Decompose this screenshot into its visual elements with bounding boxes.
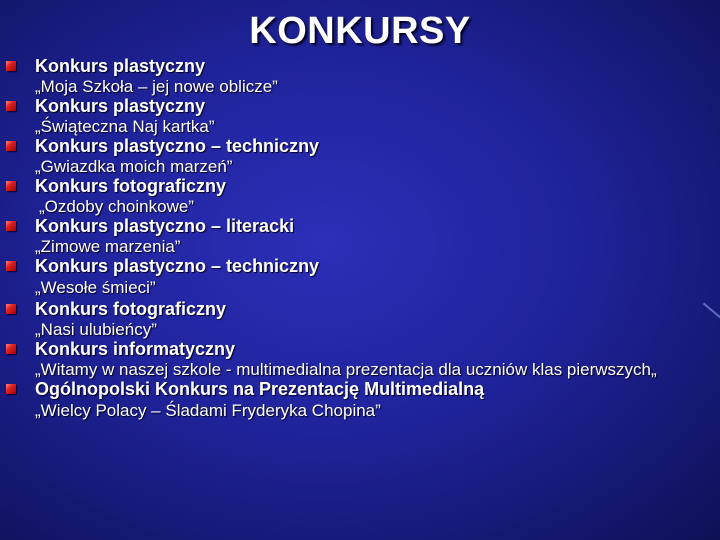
square-bullet-icon [6,261,16,271]
contest-subtitle: „Witamy w naszej szkole - multimedialna prezentacja dla uczniów klas pierwszych„ [35,360,657,379]
square-bullet-icon [6,384,16,394]
contest-subtitle: „Zimowe marzenia” [35,237,181,256]
list-item [0,56,700,96]
contest-subtitle: „Wielcy Polacy – Śladami Fryderyka Chopina” [35,401,381,420]
contest-heading: Konkurs plastyczny [35,96,206,116]
decorative-line [703,303,720,324]
contest-heading: Ogólnopolski Konkurs na Prezentację Multimedialną [35,379,485,399]
contest-heading: Konkurs plastyczno – techniczny [35,136,320,156]
square-bullet-icon [6,61,16,71]
contest-subtitle: „Wesołe śmieci” [35,278,156,297]
list-item [0,256,700,299]
list-item [0,216,700,256]
list-item [0,176,700,216]
slide-title: KONKURSY [249,10,471,52]
square-bullet-icon [6,181,16,191]
contest-heading: Konkurs fotograficzny [35,176,227,196]
contest-heading: Konkurs plastyczno – literacki [35,216,295,236]
list-item [0,379,700,422]
list-item [0,136,700,176]
contest-subtitle: „Nasi ulubieńcy” [35,320,157,339]
contest-heading: Konkurs informatyczny [35,339,236,359]
contest-heading: Konkurs plastyczno – techniczny [35,256,320,276]
square-bullet-icon [6,101,16,111]
list-item [0,339,700,379]
contest-heading: Konkurs plastyczny [35,56,206,76]
list-item [0,96,700,136]
contest-subtitle: „Gwiazdka moich marzeń” [35,157,233,176]
contest-subtitle: „Świąteczna Naj kartka” [35,117,215,136]
contest-subtitle: „Moja Szkoła – jej nowe oblicze” [35,77,278,96]
square-bullet-icon [6,141,16,151]
contest-subtitle: „Ozdoby choinkowe” [39,197,194,216]
square-bullet-icon [6,221,16,231]
square-bullet-icon [6,304,16,314]
contest-heading: Konkurs fotograficzny [35,299,227,319]
square-bullet-icon [6,344,16,354]
list-item [0,299,700,339]
contest-list [0,56,700,422]
